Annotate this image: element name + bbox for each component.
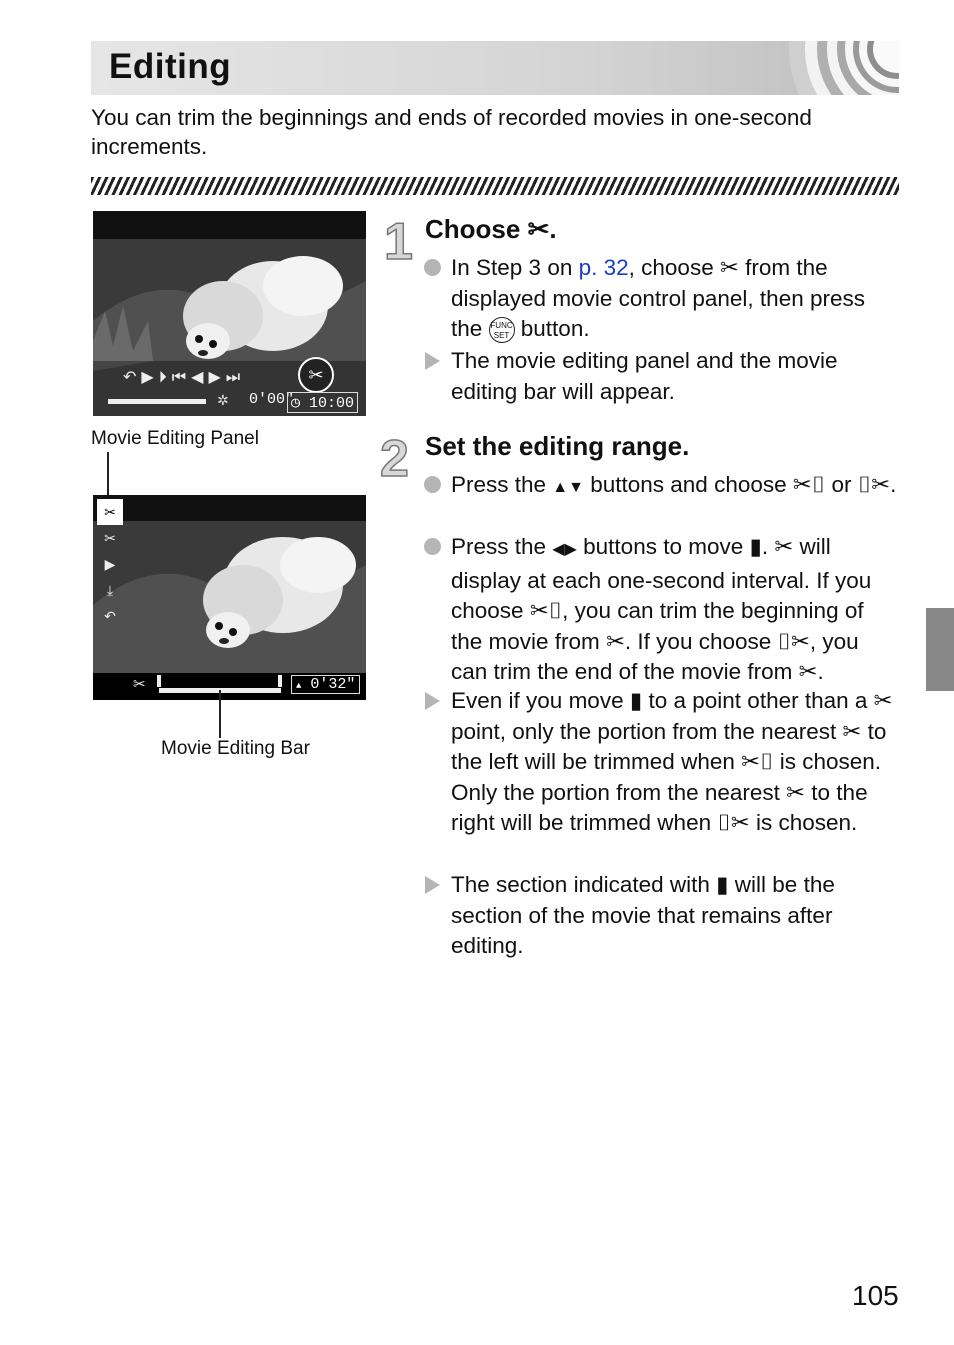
- scissors-icon: ✂: [798, 659, 818, 684]
- marker-icon: ▮: [749, 534, 762, 559]
- total-time: 10:00: [309, 395, 355, 412]
- func-set-icon: FUNC SET: [489, 317, 515, 343]
- trim-start-icon[interactable]: ✂: [97, 499, 123, 525]
- step-2-result-2: The section indicated with ▮ will be the section of the movie that remains after editing.: [451, 870, 899, 962]
- next-frame-icon[interactable]: ▶: [208, 369, 226, 386]
- return-icon[interactable]: ↶: [104, 608, 116, 624]
- step-2-bullet-1: Press the ▲▼ buttons and choose ✂⌷ or ⌷✂.: [451, 470, 899, 504]
- caption-bar: Movie Editing Bar: [161, 738, 310, 759]
- scissors-icon: ✂: [133, 676, 146, 693]
- puppy-image: [93, 495, 366, 700]
- clock-icon: ◷: [291, 395, 301, 412]
- left-right-arrows-icon: ◀▶: [552, 541, 577, 558]
- trim-start-icon: ✂⌷: [741, 749, 774, 774]
- step-2-result-1: Even if you move ▮ to a point other than a ✂ point, only the portion from the nearest ✂ to the left will be trimmed when ✂⌷ is chosen. Only the portion from the nearest ✂ to the right will be trimmed when ⌷✂ is chosen.: [451, 686, 899, 839]
- step-1-bullet: In Step 3 on p. 32, choose ✂ from the displayed movie control panel, then press the FUNC SET button.: [451, 253, 899, 345]
- step-2-bullet-2: Press the ◀▶ buttons to move ▮. ✂ will display at each one-second interval. If you choose ✂⌷, you can trim the beginning of the movie from ✂. If you choose ⌷✂, you can trim the end of the movie from ✂.: [451, 532, 899, 688]
- last-frame-icon[interactable]: ⏭: [225, 369, 246, 386]
- save-icon[interactable]: ⤓: [106, 582, 114, 598]
- control-panel-icons: [123, 367, 245, 387]
- end-marker[interactable]: [278, 675, 282, 687]
- step-1-result: The movie editing panel and the movie editing bar will appear.: [451, 346, 899, 407]
- scissors-icon: ✂: [873, 688, 893, 713]
- page-link[interactable]: p. 32: [578, 255, 629, 280]
- step-2-title: Set the editing range.: [425, 431, 690, 461]
- marker-icon: ▮: [716, 872, 729, 897]
- intro-text: You can trim the beginnings and ends of recorded movies in one-second increments.: [91, 105, 812, 159]
- bullet-icon: [424, 538, 441, 555]
- trim-end-icon[interactable]: ✂: [104, 530, 116, 546]
- caption-panel: Movie Editing Panel: [91, 428, 259, 449]
- progress-track: [108, 399, 206, 404]
- scissors-button-highlight[interactable]: [298, 357, 334, 393]
- up-arrow-icon: ▲: [296, 681, 302, 691]
- step-1-title: Choose ✂.: [425, 214, 557, 244]
- start-marker: [157, 675, 161, 687]
- panel-leader-line: [107, 452, 109, 496]
- elapsed-time: 0'00": [249, 391, 295, 408]
- section-header: [91, 41, 899, 95]
- remaining-time-box: [291, 675, 360, 694]
- hatched-divider: [91, 177, 899, 195]
- movie-control-screen: [93, 211, 366, 416]
- play-icon[interactable]: ▶: [141, 369, 159, 386]
- decorative-rings-icon: [779, 41, 899, 95]
- result-arrow-icon: [425, 352, 440, 370]
- scissors-icon: ✂: [719, 255, 739, 280]
- scissors-icon: ✂: [774, 534, 794, 559]
- scissors-icon: ✂: [786, 779, 806, 805]
- trim-end-icon: ⌷✂: [777, 628, 810, 654]
- total-time-box: [287, 392, 358, 413]
- editing-panel-column: [97, 499, 123, 629]
- scissors-icon: ✂: [606, 628, 625, 654]
- play-icon[interactable]: ▶: [104, 556, 116, 572]
- first-frame-icon[interactable]: ⏮: [171, 369, 192, 386]
- loading-icon: ✲: [217, 392, 229, 408]
- trim-start-icon: ✂⌷: [792, 472, 826, 497]
- slow-play-icon[interactable]: ⏵: [158, 369, 172, 386]
- trim-end-icon: ⌷✂: [717, 810, 750, 835]
- result-arrow-icon: [425, 876, 440, 894]
- bullet-icon: [424, 259, 441, 276]
- up-down-arrows-icon: ▲▼: [552, 479, 584, 496]
- page-title: Editing: [109, 47, 232, 86]
- remaining-time: 0'32": [310, 676, 356, 693]
- step-2-number: 2: [380, 430, 409, 488]
- bar-leader-line: [219, 690, 221, 738]
- result-arrow-icon: [425, 692, 440, 710]
- trim-end-icon: ⌷✂: [857, 472, 891, 497]
- return-icon[interactable]: ↶: [123, 369, 142, 386]
- chapter-thumb-tab: [926, 608, 954, 691]
- prev-frame-icon[interactable]: ◀: [191, 369, 209, 386]
- movie-editing-screen: [93, 495, 366, 700]
- marker-icon: ▮: [629, 688, 643, 713]
- step-1-number: 1: [384, 213, 413, 271]
- bullet-icon: [424, 476, 441, 493]
- page-number: 105: [852, 1280, 899, 1311]
- trim-start-icon: ✂⌷: [529, 598, 563, 623]
- scissors-icon: ✂: [527, 214, 550, 244]
- scissors-icon: ✂: [308, 365, 324, 385]
- scissors-icon: ✂: [842, 718, 862, 744]
